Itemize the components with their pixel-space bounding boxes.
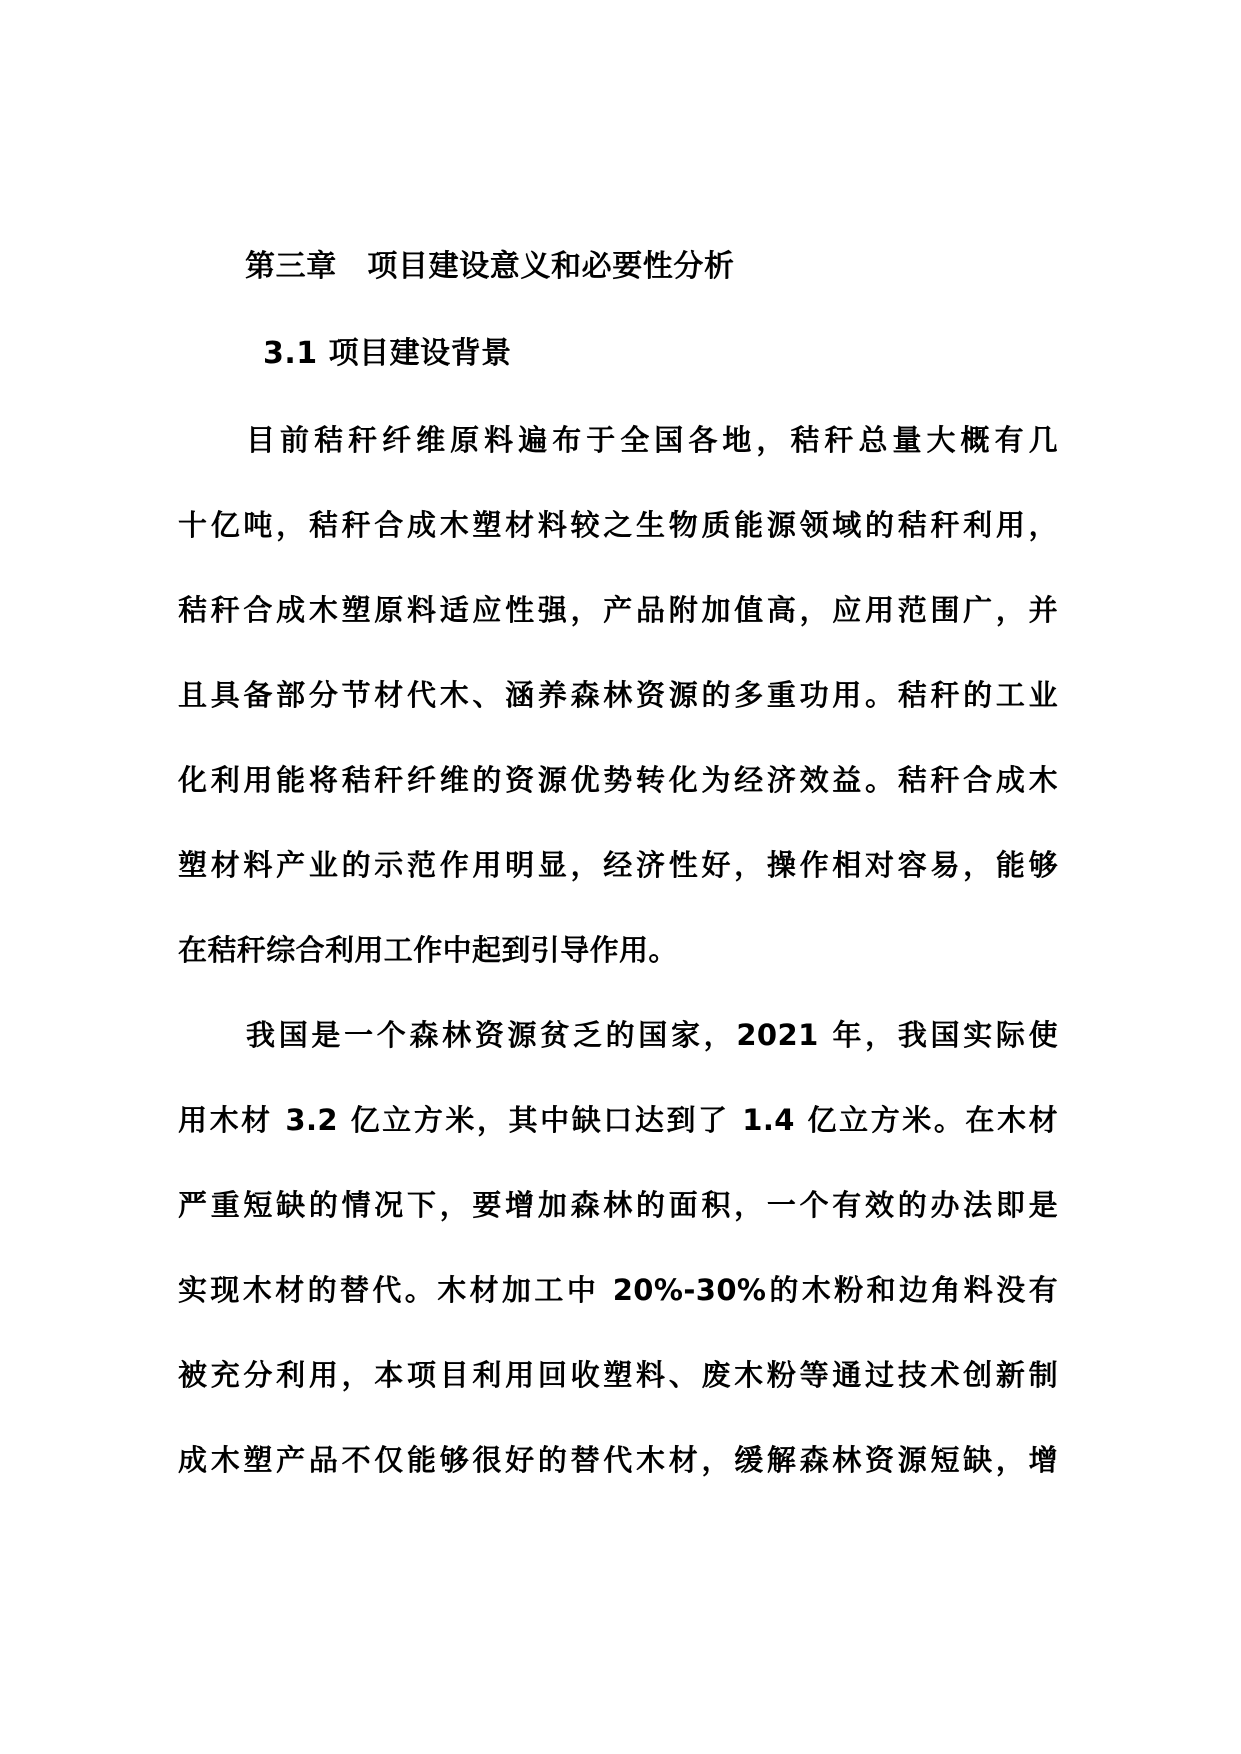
paragraph-2-line-2: 用木材 3.2 亿立方米，其中缺口达到了 1.4 亿立方米。在木材 <box>178 1103 1058 1137</box>
paragraph-2-line-4: 实现木材的替代。木材加工中 20%-30%的木粉和边角料没有 <box>178 1273 1058 1307</box>
paragraph-1-line-6: 塑材料产业的示范作用明显，经济性好，操作相对容易，能够 <box>178 848 1058 882</box>
paragraph-1-line-7: 在秸秆综合利用工作中起到引导作用。 <box>178 933 678 967</box>
paragraph-2-line-3: 严重短缺的情况下，要增加森林的面积，一个有效的办法即是 <box>178 1188 1058 1222</box>
paragraph-2-line-1: 我国是一个森林资源贫乏的国家，2021 年，我国实际使 <box>246 1018 1058 1052</box>
chapter-title: 第三章 项目建设意义和必要性分析 <box>245 249 735 284</box>
section-title: 3.1 项目建设背景 <box>263 336 512 371</box>
paragraph-1-line-5: 化利用能将秸秆纤维的资源优势转化为经济效益。秸秆合成木 <box>178 763 1058 797</box>
paragraph-1-line-2: 十亿吨，秸秆合成木塑材料较之生物质能源领域的秸秆利用， <box>178 508 1058 542</box>
paragraph-1-line-4: 且具备部分节材代木、涵养森林资源的多重功用。秸秆的工业 <box>178 678 1058 712</box>
paragraph-1-line-1: 目前秸秆纤维原料遍布于全国各地，秸秆总量大概有几 <box>246 423 1058 457</box>
paragraph-2-line-5: 被充分利用，本项目利用回收塑料、废木粉等通过技术创新制 <box>178 1358 1058 1392</box>
paragraph-2-line-6: 成木塑产品不仅能够很好的替代木材，缓解森林资源短缺，增 <box>178 1443 1058 1477</box>
paragraph-1-line-3: 秸秆合成木塑原料适应性强，产品附加值高，应用范围广，并 <box>178 593 1058 627</box>
